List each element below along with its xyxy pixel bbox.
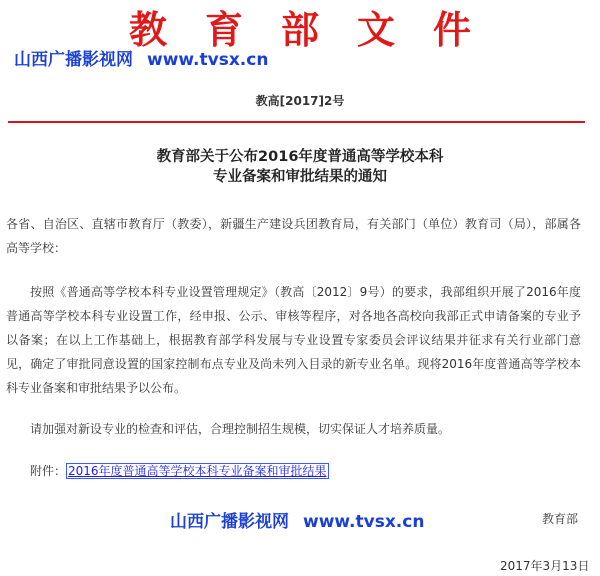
requirement-paragraph: 请加强对新设专业的检查和评估，合理控制招生规模，切实保证人才培养质量。 [30, 422, 451, 436]
attachment-label: 附件： [30, 464, 67, 478]
document-header-title: 教育部文件 [128, 7, 509, 52]
main-body-paragraph: 按照《普通高等学校本科专业设置管理规定》（教高〔2012〕9号）的要求，我部组织开展了2016年度普通高等学校本科专业设置工作，经申报、公示、审核等程序，对各地各高校向我部正式申请备案的专业予以备案；在以上工作基础上，根据教育部学科发展与专业设置专家委员会评议结果并征求有关行业部门意见，确定了审批同意设置的国家控制布点专业及尚未列入目录的新专业名单。现将2016年度普通高等学校本科专业备案和审批结果予以公布。 [6, 285, 581, 395]
issuer-signature: 教育部 [542, 512, 579, 526]
watermark-site-name: 山西广播影视网 [170, 512, 289, 532]
attachment-link[interactable]: 2016年度普通高等学校本科专业备案和审批结果 [68, 464, 327, 478]
watermark-bottom [170, 511, 424, 533]
salutation-paragraph: 各省、自治区、直辖市教育厅（教委），新疆生产建设兵团教育局，有关部门（单位）教育司（局），部属各高等学校： [6, 217, 581, 255]
issue-date: 2017年3月13日 [500, 559, 590, 573]
document-number: 教高[2017]2号 [255, 94, 345, 108]
notice-title-line-2: 专业备案和审批结果的通知 [213, 169, 387, 185]
watermark-site-name: 山西广播影视网 [14, 50, 133, 70]
attachment-row [30, 462, 329, 480]
red-divider-line [8, 121, 585, 123]
notice-title-line-1: 教育部关于公布2016年度普通高等学校本科 [156, 149, 444, 165]
watermark-top [14, 49, 268, 71]
watermark-site-url: www.tvsx.cn [303, 512, 425, 532]
watermark-site-url: www.tvsx.cn [147, 50, 269, 70]
